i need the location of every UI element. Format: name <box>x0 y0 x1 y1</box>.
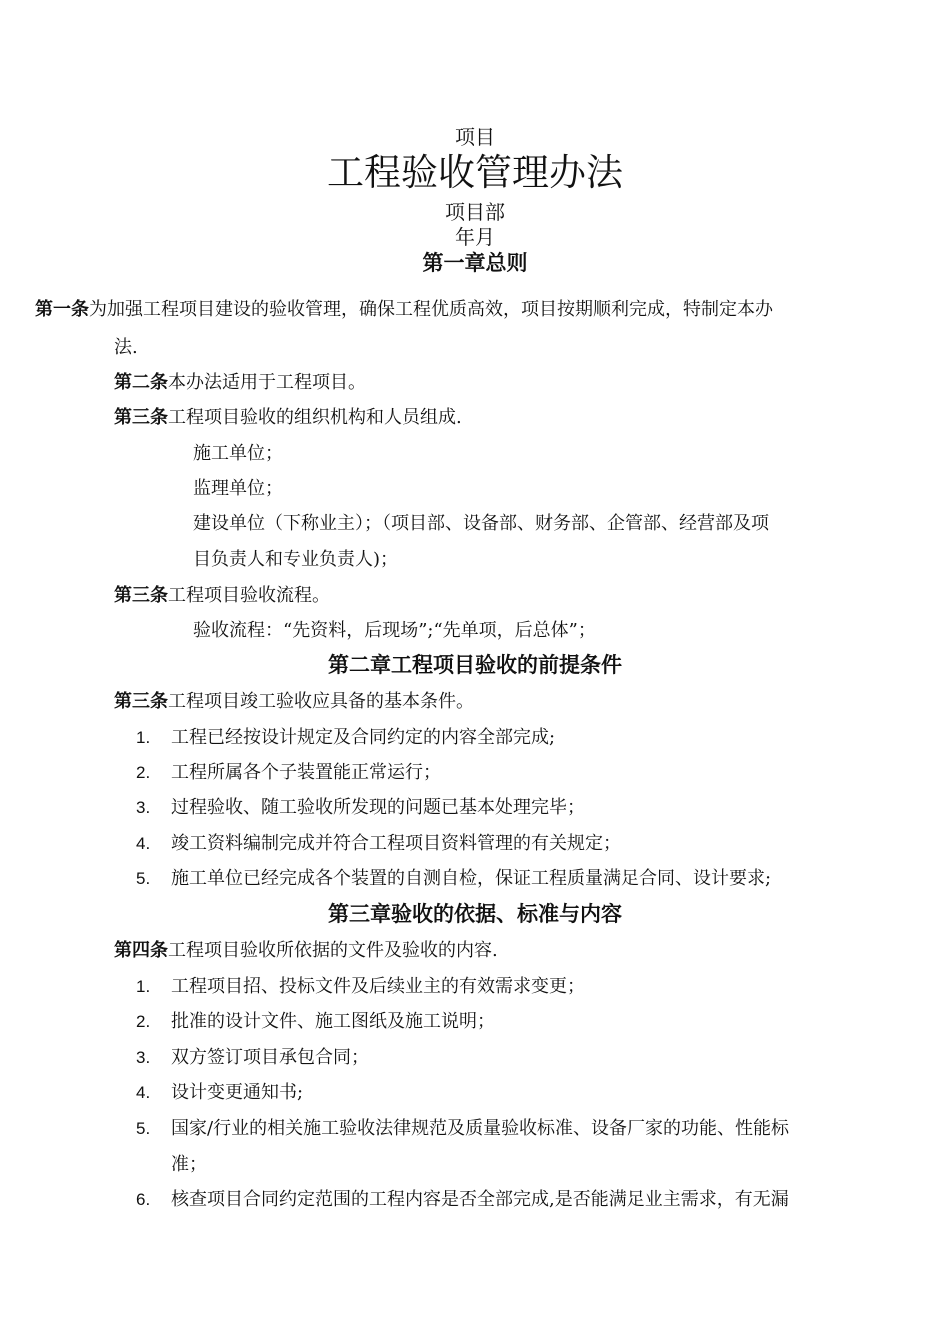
chapter2-article-label: 第三条 <box>114 691 168 712</box>
list-item: 工程已经按设计规定及合同约定的内容全部完成; <box>171 727 556 748</box>
article-2-text: 本办法适用于工程项目。 <box>168 372 366 393</box>
list-item: 设计变更通知书; <box>171 1082 304 1103</box>
article-3b-text: 工程项目验收流程。 <box>168 585 330 606</box>
chapter2-article <box>114 690 474 714</box>
list-item: 过程验收、随工验收所发现的问题已基本处理完毕； <box>171 797 585 818</box>
list-number: 6. <box>136 1190 151 1209</box>
article-3b <box>114 584 330 608</box>
list-item: 工程项目招、投标文件及后续业主的有效需求变更； <box>171 976 585 997</box>
article-2 <box>114 371 366 395</box>
list-number: 5. <box>136 1119 151 1138</box>
article-3-text: 工程项目验收的组织机构和人员组成. <box>168 407 462 428</box>
cover-project: 项目 <box>455 125 495 149</box>
list-item: 竣工资料编制完成并符合工程项目资料管理的有关规定； <box>171 833 621 854</box>
list-item: 国家/行业的相关施工验收法律规范及质量验收标准、设备厂家的功能、性能标 <box>171 1118 790 1139</box>
list-number: 3. <box>136 1048 151 1067</box>
list-item: 双方签订项目承包合同； <box>171 1047 369 1068</box>
list-item: 批准的设计文件、施工图纸及施工说明； <box>171 1011 495 1032</box>
article-1-continuation: 法. <box>114 337 138 358</box>
chapter3-heading: 第三章验收的依据、标准与内容 <box>328 902 622 926</box>
flow-text: 验收流程：“先资料，后现场”;“先单项，后总体”； <box>193 620 596 641</box>
cover-department: 项目部 <box>445 200 505 224</box>
list-item: 工程所属各个子装置能正常运行； <box>171 762 441 783</box>
list-number: 4. <box>136 834 151 853</box>
document-title: 工程验收管理办法 <box>327 151 623 194</box>
list-item: 核查项目合同约定范围的工程内容是否全部完成,是否能满足业主需求，有无漏 <box>171 1189 789 1210</box>
list-number: 4. <box>136 1083 151 1102</box>
article-1-label: 第一条 <box>35 299 89 320</box>
chapter2-article-text: 工程项目竣工验收应具备的基本条件。 <box>168 691 474 712</box>
article-3 <box>114 406 462 430</box>
chapter3-article-text: 工程项目验收所依据的文件及验收的内容. <box>168 940 498 961</box>
chapter1-heading: 第一章总则 <box>422 251 528 275</box>
list-number: 2. <box>136 763 151 782</box>
chapter3-article <box>114 939 498 963</box>
article-2-label: 第二条 <box>114 372 168 393</box>
chapter2-heading: 第二章工程项目验收的前提条件 <box>328 653 622 677</box>
list-item: 施工单位已经完成各个装置的自测自检，保证工程质量满足合同、设计要求; <box>171 868 772 889</box>
cover-date: 年月 <box>455 225 495 249</box>
org-item: 施工单位； <box>193 443 283 464</box>
article-1 <box>35 298 773 322</box>
org-item: 建设单位（下称业主）；（项目部、设备部、财务部、企管部、经营部及项 <box>193 513 769 534</box>
list-number: 3. <box>136 798 151 817</box>
article-1-text: 为加强工程项目建设的验收管理，确保工程优质高效，项目按期顺利完成，特制定本办 <box>89 299 773 320</box>
list-item-continuation: 准； <box>171 1154 207 1175</box>
chapter3-article-label: 第四条 <box>114 940 168 961</box>
org-item-continuation: 目负责人和专业负责人)； <box>193 549 399 570</box>
list-number: 2. <box>136 1012 151 1031</box>
list-number: 1. <box>136 977 151 996</box>
list-number: 5. <box>136 869 151 888</box>
list-number: 1. <box>136 728 151 747</box>
org-item: 监理单位； <box>193 478 283 499</box>
article-3b-label: 第三条 <box>114 585 168 606</box>
article-3-label: 第三条 <box>114 407 168 428</box>
